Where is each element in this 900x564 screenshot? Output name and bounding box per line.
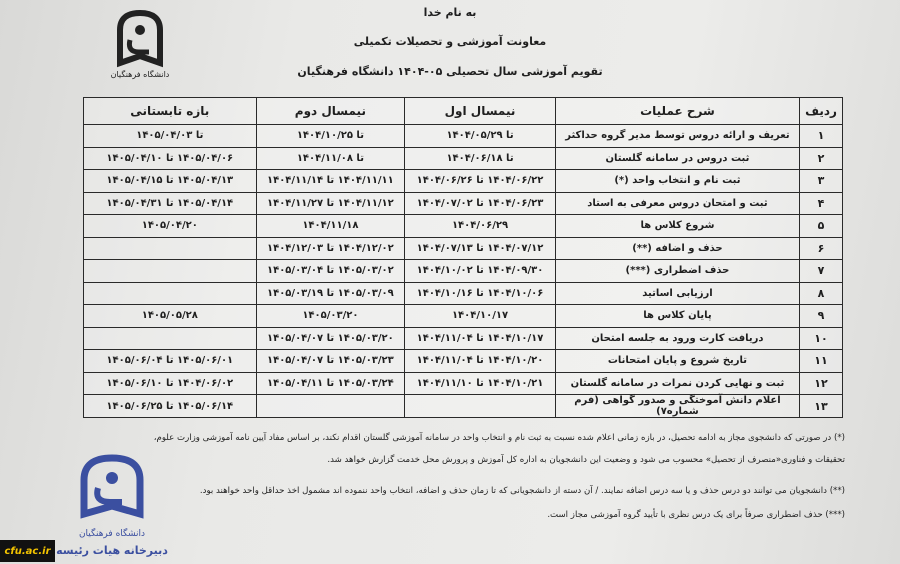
semester-2-date: ۱۴۰۵/۰۳/۲۳ تا ۱۴۰۵/۰۴/۰۷ [256,350,405,373]
official-stamp-icon [56,452,168,562]
table-row [84,215,843,238]
row-description: تاریخ شروع و پایان امتحانات [555,350,799,373]
semester-2-date: ۱۴۰۵/۰۳/۰۲ تا ۱۴۰۵/۰۳/۰۴ [256,260,405,283]
row-number: ۸ [800,282,843,305]
col-header-row-number: ردیف [800,98,843,125]
semester-2-date: ۱۴۰۵/۰۳/۲۰ تا ۱۴۰۵/۰۴/۰۷ [256,327,405,350]
semester-1-date: ۱۴۰۴/۱۰/۰۶ تا ۱۴۰۴/۱۰/۱۶ [405,282,556,305]
row-description: ثبت دروس در سامانه گلستان [555,147,799,170]
svg-text:دانشگاه فرهنگیان: دانشگاه فرهنگیان [78,529,146,539]
table-row [84,372,843,395]
row-number: ۶ [800,237,843,260]
row-number: ۳ [800,170,843,193]
summer-date: تا ۱۴۰۵/۰۴/۰۳ [84,125,257,148]
semester-1-date: ۱۴۰۴/۰۹/۳۰ تا ۱۴۰۴/۱۰/۰۲ [405,260,556,283]
svg-text:دانشگاه فرهنگیان: دانشگاه فرهنگیان [110,70,170,79]
summer-date [84,282,257,305]
summer-date [84,237,257,260]
semester-2-date: تا ۱۴۰۴/۱۱/۰۸ [256,147,405,170]
col-header-semester-1: نیمسال اول [405,98,556,125]
semester-2-date [256,395,405,418]
row-number: ۹ [800,305,843,328]
row-description: دریافت کارت ورود به جلسه امتحان [555,327,799,350]
row-description: ثبت نام و انتخاب واحد (*) [555,170,799,193]
summer-date: ۱۴۰۵/۰۴/۱۴ تا ۱۴۰۵/۰۴/۳۱ [84,192,257,215]
document-title: تقویم آموزشی سال تحصیلی ۰۵-۱۴۰۴ دانشگاه فرهنگیان [297,65,603,78]
row-description: ثبت و نهایی کردن نمرات در سامانه گلستان [555,372,799,395]
summer-date [84,260,257,283]
table-row [84,192,843,215]
semester-2-date: ۱۴۰۴/۱۱/۱۲ تا ۱۴۰۴/۱۱/۲۷ [256,192,405,215]
footnote-2: (**) دانشجویان می توانند دو درس حذف و یا سه درس اضافه نمایند. / آن دسته از دانشجویانی که تا زمان حذف و اضافه، انتخاب واحد ننموده اند مشمول اخذ حداقل واحد خواهند بود. [199,486,845,496]
semester-1-date: ۱۴۰۴/۰۶/۲۲ تا ۱۴۰۴/۰۶/۲۶ [405,170,556,193]
semester-1-date: ۱۴۰۴/۱۰/۱۷ تا ۱۴۰۴/۱۱/۰۴ [405,327,556,350]
semester-2-date: ۱۴۰۴/۱۲/۰۲ تا ۱۴۰۴/۱۲/۰۳ [256,237,405,260]
table-row [84,305,843,328]
row-number: ۲ [800,147,843,170]
table-row [84,125,843,148]
footnote-3: (***) حذف اضطراری صرفاً برای یک درس نظری با تأیید گروه آموزشی مجاز است. [547,510,845,520]
office-title: معاونت آموزشی و تحصیلات تکمیلی [353,35,547,48]
semester-1-date: ۱۴۰۴/۱۰/۱۷ [405,305,556,328]
col-header-semester-2: نیمسال دوم [256,98,405,125]
row-number: ۱۳ [800,395,843,418]
table-row [84,327,843,350]
row-number: ۱۱ [800,350,843,373]
row-number: ۴ [800,192,843,215]
row-description: ارزیابی اساتید [555,282,799,305]
row-description: شروع کلاس ها [555,215,799,238]
semester-1-date: تا ۱۴۰۴/۰۵/۲۹ [405,125,556,148]
svg-text:دبیرخانه هیات رئیسه: دبیرخانه هیات رئیسه [56,544,168,557]
table-row [84,147,843,170]
semester-2-date: ۱۴۰۵/۰۳/۲۴ تا ۱۴۰۵/۰۴/۱۱ [256,372,405,395]
semester-1-date: ۱۴۰۴/۱۰/۲۱ تا ۱۴۰۴/۱۱/۱۰ [405,372,556,395]
bismillah: به نام خدا [423,6,477,19]
summer-date: ۱۴۰۵/۰۴/۲۰ [84,215,257,238]
semester-2-date: ۱۴۰۵/۰۳/۰۹ تا ۱۴۰۵/۰۳/۱۹ [256,282,405,305]
summer-date: ۱۴۰۵/۰۵/۲۸ [84,305,257,328]
table-row [84,260,843,283]
summer-date: ۱۴۰۵/۰۴/۱۳ تا ۱۴۰۵/۰۴/۱۵ [84,170,257,193]
semester-1-date: ۱۴۰۴/۰۶/۲۹ [405,215,556,238]
table-row [84,395,843,418]
semester-1-date: ۱۴۰۴/۱۰/۲۰ تا ۱۴۰۴/۱۱/۰۴ [405,350,556,373]
summer-date: ۱۴۰۵/۰۶/۱۴ تا ۱۴۰۵/۰۶/۲۵ [84,395,257,418]
row-number: ۱۲ [800,372,843,395]
row-description: حذف و اضافه (**) [555,237,799,260]
summer-date: ۱۴۰۵/۰۶/۰۱ تا ۱۴۰۵/۰۶/۰۴ [84,350,257,373]
semester-2-date: ۱۴۰۴/۱۱/۱۸ [256,215,405,238]
academic-calendar-table [83,97,843,418]
semester-1-date: ۱۴۰۴/۰۶/۲۳ تا ۱۴۰۴/۰۷/۰۲ [405,192,556,215]
row-description: حذف اضطراری (***) [555,260,799,283]
table-row [84,237,843,260]
footnote-1: (*) در صورتی که دانشجوی مجاز به ادامه تحصیل، در بازه زمانی اعلام شده نسبت به ثبت نام و انتخاب واحد در سامانه آموزشی گلستان اقدام نکند، بر اساس مفاد آیین نامه آموزشی وزارت علوم، [153,433,845,443]
semester-1-date [405,395,556,418]
semester-1-date: ۱۴۰۴/۰۷/۱۲ تا ۱۴۰۴/۰۷/۱۳ [405,237,556,260]
row-number: ۷ [800,260,843,283]
summer-date: ۱۴۰۴/۰۶/۰۲ تا ۱۴۰۵/۰۶/۱۰ [84,372,257,395]
semester-2-date: ۱۴۰۵/۰۳/۲۰ [256,305,405,328]
row-number: ۵ [800,215,843,238]
col-header-description: شرح عملیات [555,98,799,125]
row-description: پایان کلاس ها [555,305,799,328]
table-row [84,170,843,193]
table-row [84,282,843,305]
row-description: اعلام دانش آموختگی و صدور گواهی (فرم شماره۷) [555,395,799,418]
watermark-badge: cfu.ac.ir [0,540,55,562]
row-description: ثبت و امتحان دروس معرفی به استاد [555,192,799,215]
table-row [84,350,843,373]
semester-2-date: ۱۴۰۴/۱۱/۱۱ تا ۱۴۰۴/۱۱/۱۴ [256,170,405,193]
col-header-summer: بازه تابستانی [84,98,257,125]
footnote-1-continued: تحقیقات و فناوری«منصرف از تحصیل» محسوب می شود و وضعیت این دانشجویان به اداره کل آموزش و پرورش محل خدمت گزارش خواهد شد. [327,455,845,465]
row-description: تعریف و ارائه دروس توسط مدیر گروه حداکثر [555,125,799,148]
semester-2-date: تا ۱۴۰۴/۱۰/۲۵ [256,125,405,148]
semester-1-date: تا ۱۴۰۴/۰۶/۱۸ [405,147,556,170]
table-header-row [84,98,843,125]
row-number: ۱۰ [800,327,843,350]
summer-date [84,327,257,350]
row-number: ۱ [800,125,843,148]
summer-date: ۱۴۰۵/۰۴/۰۶ تا ۱۴۰۵/۰۴/۱۰ [84,147,257,170]
university-logo-icon [105,8,175,80]
